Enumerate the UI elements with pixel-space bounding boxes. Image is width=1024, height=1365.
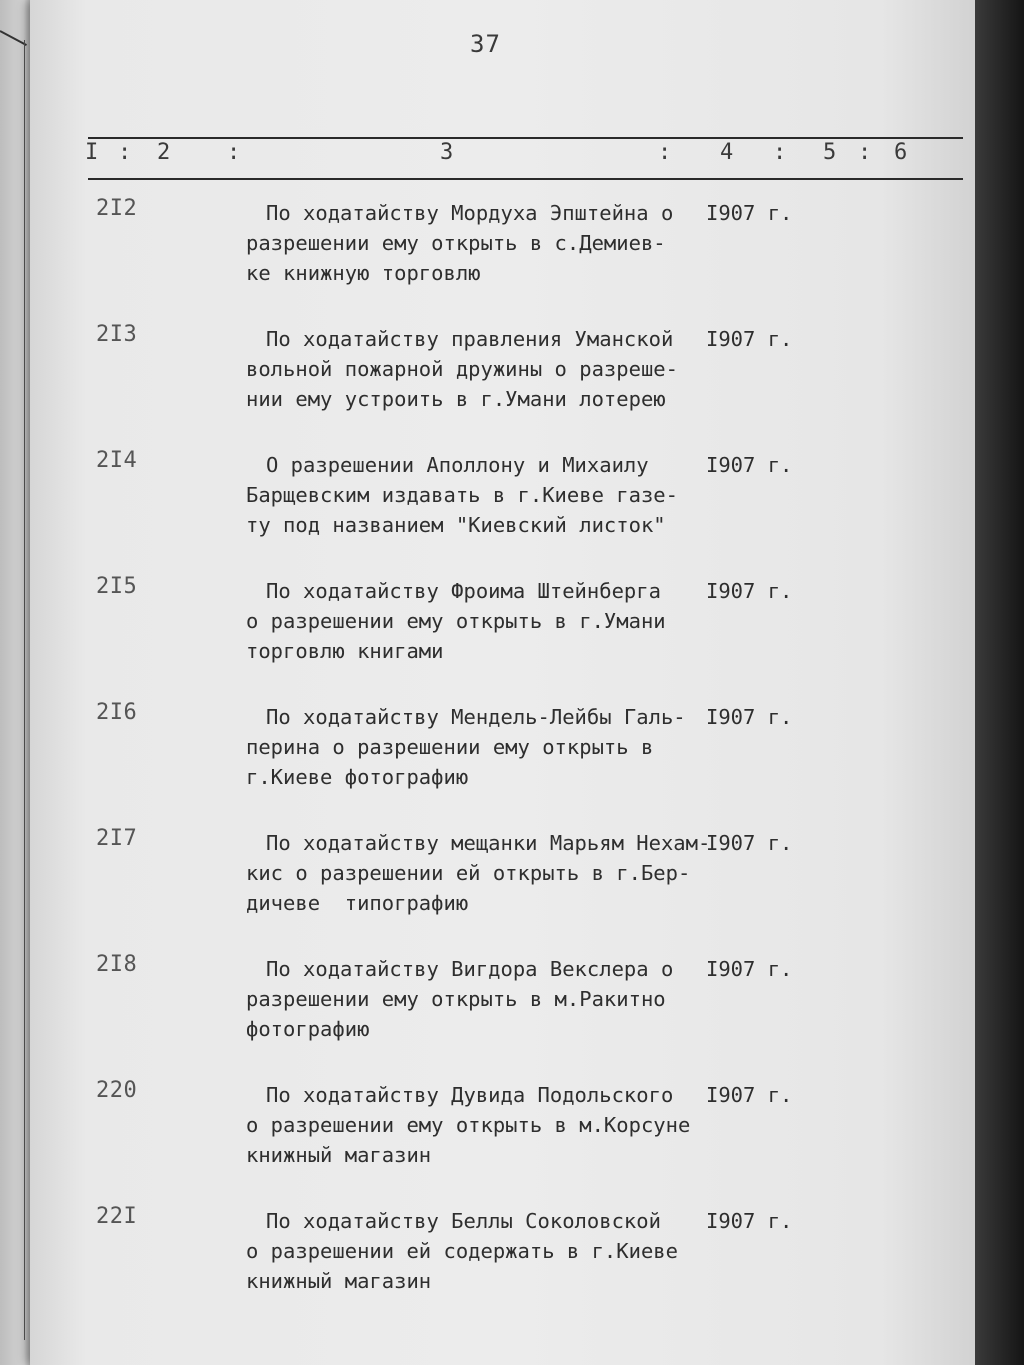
entry-number: 2I2 [96, 196, 138, 221]
entry-number: 22I [96, 1204, 138, 1229]
previous-page-rule-mark [0, 30, 27, 46]
entry-year: I907 г. [706, 453, 793, 477]
entry-number: 220 [96, 1078, 138, 1103]
header-col-5: 5 [823, 140, 837, 165]
entry-description [246, 702, 716, 792]
header-col-4: 4 [720, 140, 734, 165]
entry-description-line: разрешении ему открыть в м.Ракитно [246, 987, 666, 1011]
page-sheet [30, 0, 975, 1365]
entry-description-line: о разрешении ему открыть в г.Умани [246, 609, 666, 633]
entry-description [246, 450, 716, 540]
entry-description-line: О разрешении Аполлону и Михаилу [266, 453, 649, 477]
header-col-1: I [85, 140, 99, 165]
entry-description-line: фотографию [246, 1017, 370, 1041]
entry-description [246, 954, 716, 1044]
entry-year: I907 г. [706, 201, 793, 225]
entry-description-line: ту под названием "Киевский листок" [246, 513, 666, 537]
entry-description-line: По ходатайству правления Уманской [266, 327, 674, 351]
header-sep: : [658, 140, 672, 165]
entry-description [246, 198, 716, 288]
entry-number: 2I3 [96, 322, 138, 347]
entry-description-line: разрешении ему открыть в с.Демиев- [246, 231, 666, 255]
entry-description [246, 1206, 716, 1296]
header-top-rule [88, 137, 963, 139]
header-col-2: 2 [157, 140, 171, 165]
header-sep: : [227, 140, 241, 165]
entry-number: 2I5 [96, 574, 138, 599]
entry-description-line: книжный магазин [246, 1143, 432, 1167]
entry-description-line: По ходатайству Вигдора Векслера о [266, 957, 674, 981]
entry-year: I907 г. [706, 1209, 793, 1233]
header-sep: : [118, 140, 132, 165]
right-background [975, 0, 1024, 1365]
page-number: 37 [470, 30, 501, 58]
entry-description [246, 1080, 716, 1170]
header-sep: : [773, 140, 787, 165]
entry-description [246, 828, 716, 918]
entry-year: I907 г. [706, 957, 793, 981]
entry-description-line: По ходатайству мещанки Марьям Нехам- [266, 831, 711, 855]
entry-description-line: Барщевским издавать в г.Киеве газе- [246, 483, 678, 507]
entry-description-line: торговлю книгами [246, 639, 444, 663]
entry-description-line: книжный магазин [246, 1269, 432, 1293]
entry-year: I907 г. [706, 1083, 793, 1107]
entry-number: 2I7 [96, 826, 138, 851]
entry-number: 2I4 [96, 448, 138, 473]
entry-description [246, 576, 716, 666]
entry-description-line: г.Киеве фотографию [246, 765, 469, 789]
entry-description-line: ке книжную торговлю [246, 261, 481, 285]
entry-description [246, 324, 716, 414]
entry-description-line: кис о разрешении ей открыть в г.Бер- [246, 861, 691, 885]
entry-description-line: перина о разрешении ему открыть в [246, 735, 654, 759]
header-bottom-rule [88, 178, 963, 180]
header-col-3: 3 [440, 140, 454, 165]
entry-description-line: По ходатайству Дувида Подольского [266, 1083, 674, 1107]
header-sep: : [858, 140, 872, 165]
previous-page-margin-rule [24, 40, 25, 1340]
entry-year: I907 г. [706, 831, 793, 855]
entry-number: 2I6 [96, 700, 138, 725]
entry-description-line: о разрешении ему открыть в м.Корсуне [246, 1113, 691, 1137]
entry-description-line: По ходатайству Фроима Штейнберга [266, 579, 661, 603]
entry-description-line: дичеве типографию [246, 891, 469, 915]
header-col-6: 6 [894, 140, 908, 165]
entry-year: I907 г. [706, 705, 793, 729]
entry-description-line: По ходатайству Беллы Соколовской [266, 1209, 661, 1233]
entry-description-line: нии ему устроить в г.Умани лотерею [246, 387, 666, 411]
entry-description-line: вольной пожарной дружины о разреше- [246, 357, 678, 381]
entry-description-line: По ходатайству Мендель-Лейбы Галь- [266, 705, 686, 729]
entry-number: 2I8 [96, 952, 138, 977]
entry-description-line: о разрешении ей содержать в г.Киеве [246, 1239, 678, 1263]
entry-year: I907 г. [706, 579, 793, 603]
entry-description-line: По ходатайству Мордуха Эпштейна о [266, 201, 674, 225]
entry-year: I907 г. [706, 327, 793, 351]
